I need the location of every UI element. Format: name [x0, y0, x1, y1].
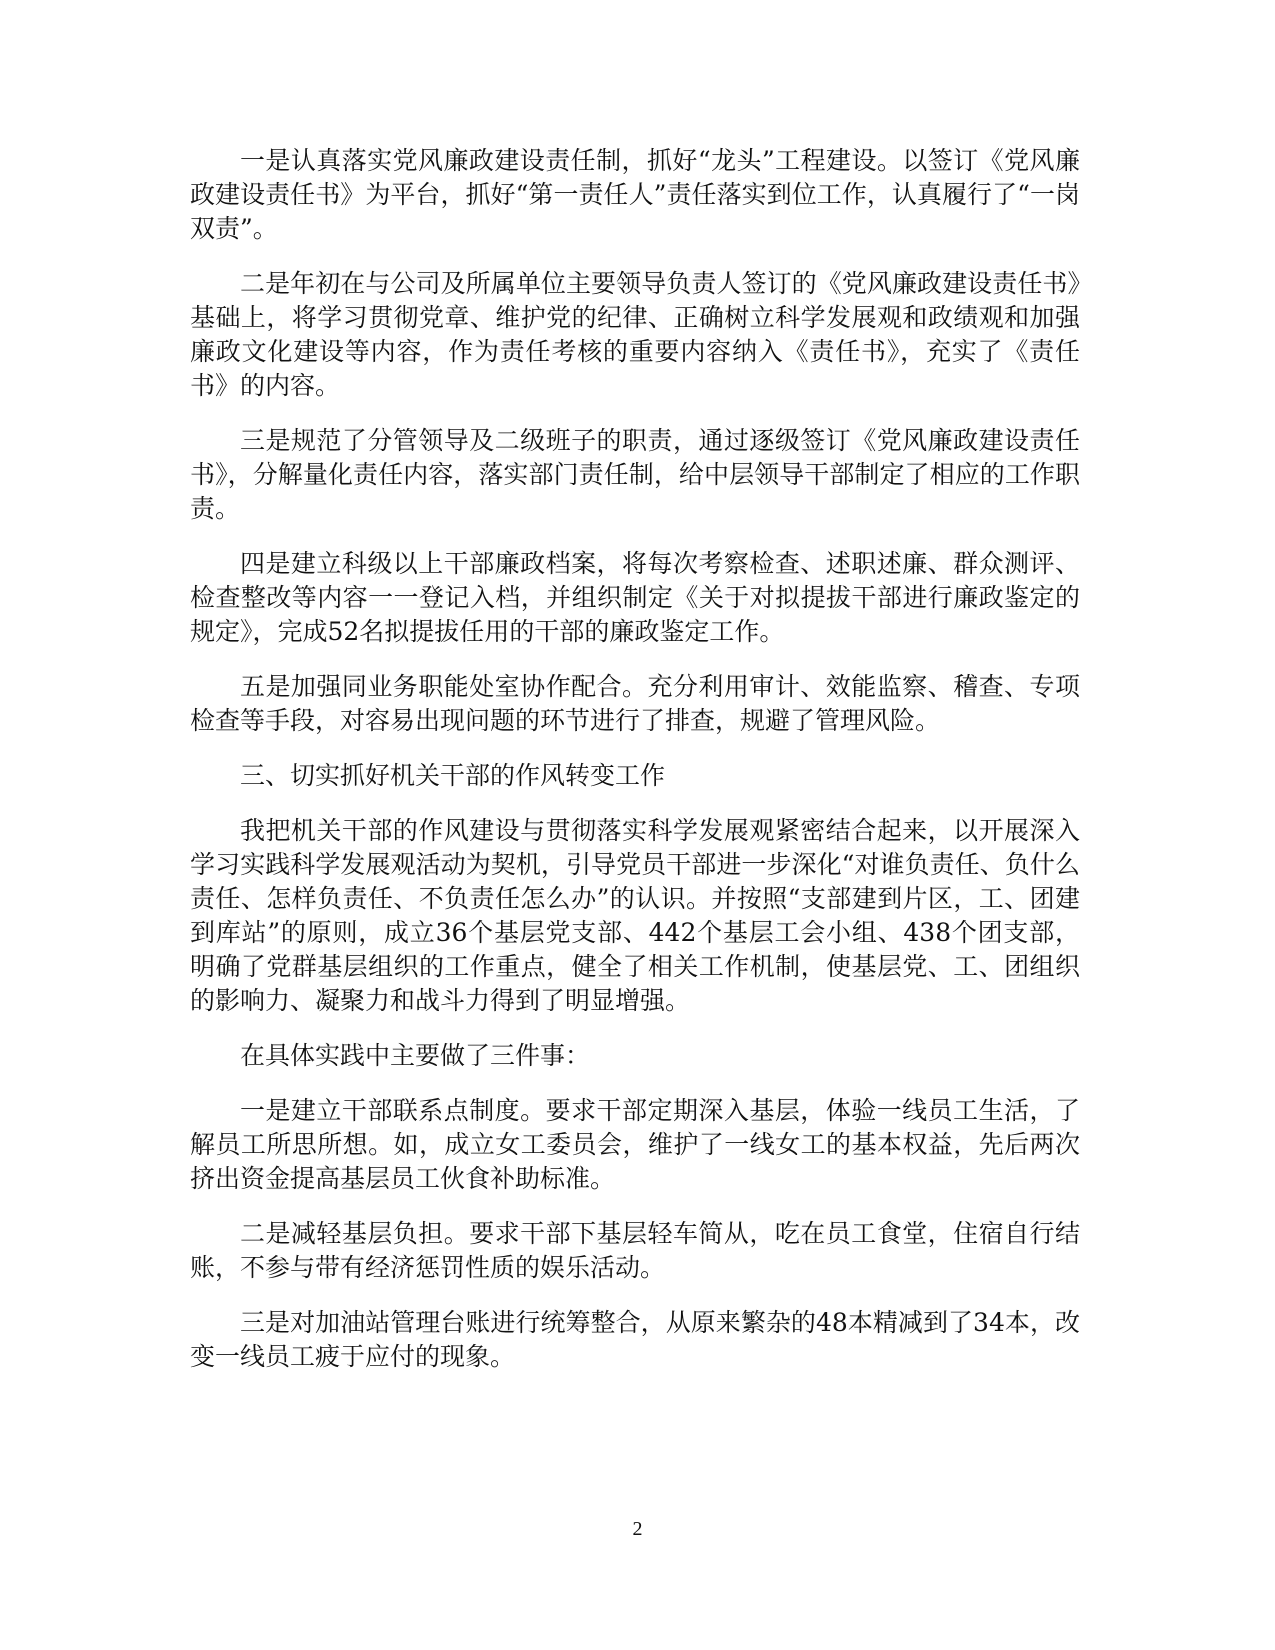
document-body — [190, 144, 1080, 1395]
paragraph: 二是减轻基层负担。要求干部下基层轻车简从，吃在员工食堂，住宿自行结账，不参与带有经济惩罚性质的娱乐活动。 — [190, 1219, 1080, 1282]
paragraph: 我把机关干部的作风建设与贯彻落实科学发展观紧密结合起来，以开展深入学习实践科学发展观活动为契机，引导党员干部进一步深化“对谁负责任、负什么责任、怎样负责任、不负责任怎么办”的认识。并按照“支部建到片区，工、团建到库站”的原则，成立36个基层党支部、442个基层工会小组、438个团支部，明确了党群基层组织的工作重点，健全了相关工作机制，使基层党、工、团组织的影响力、凝聚力和战斗力得到了明显增强。 — [190, 816, 1080, 1015]
paragraph: 五是加强同业务职能处室协作配合。充分利用审计、效能监察、稽查、专项检查等手段，对容易出现问题的环节进行了排查，规避了管理风险。 — [190, 672, 1080, 735]
paragraph: 四是建立科级以上干部廉政档案，将每次考察检查、述职述廉、群众测评、检查整改等内容一一登记入档，并组织制定《关于对拟提拔干部进行廉政鉴定的规定》，完成52名拟提拔任用的干部的廉政鉴定工作。 — [190, 549, 1080, 646]
paragraph: 三是对加油站管理台账进行统筹整合，从原来繁杂的48本精减到了34本，改变一线员工疲于应付的现象。 — [190, 1308, 1080, 1371]
paragraph: 二是年初在与公司及所属单位主要领导负责人签订的《党风廉政建设责任书》基础上，将学习贯彻党章、维护党的纪律、正确树立科学发展观和政绩观和加强廉政文化建设等内容，作为责任考核的重要内容纳入《责任书》，充实了《责任书》的内容。 — [190, 269, 1080, 400]
section-heading: 三、切实抓好机关干部的作风转变工作 — [240, 761, 666, 790]
paragraph: 三是规范了分管领导及二级班子的职责，通过逐级签订《党风廉政建设责任书》，分解量化责任内容，落实部门责任制，给中层领导干部制定了相应的工作职责。 — [190, 426, 1080, 523]
paragraph: 一是建立干部联系点制度。要求干部定期深入基层，体验一线员工生活，了解员工所思所想。如，成立女工委员会，维护了一线女工的基本权益，先后两次挤出资金提高基层员工伙食补助标准。 — [190, 1096, 1080, 1193]
paragraph: 一是认真落实党风廉政建设责任制，抓好“龙头”工程建设。以签订《党风廉政建设责任书》为平台，抓好“第一责任人”责任落实到位工作，认真履行了“一岗双责”。 — [190, 146, 1080, 243]
page-number: 2 — [632, 1518, 643, 1540]
paragraph: 在具体实践中主要做了三件事： — [240, 1041, 591, 1070]
